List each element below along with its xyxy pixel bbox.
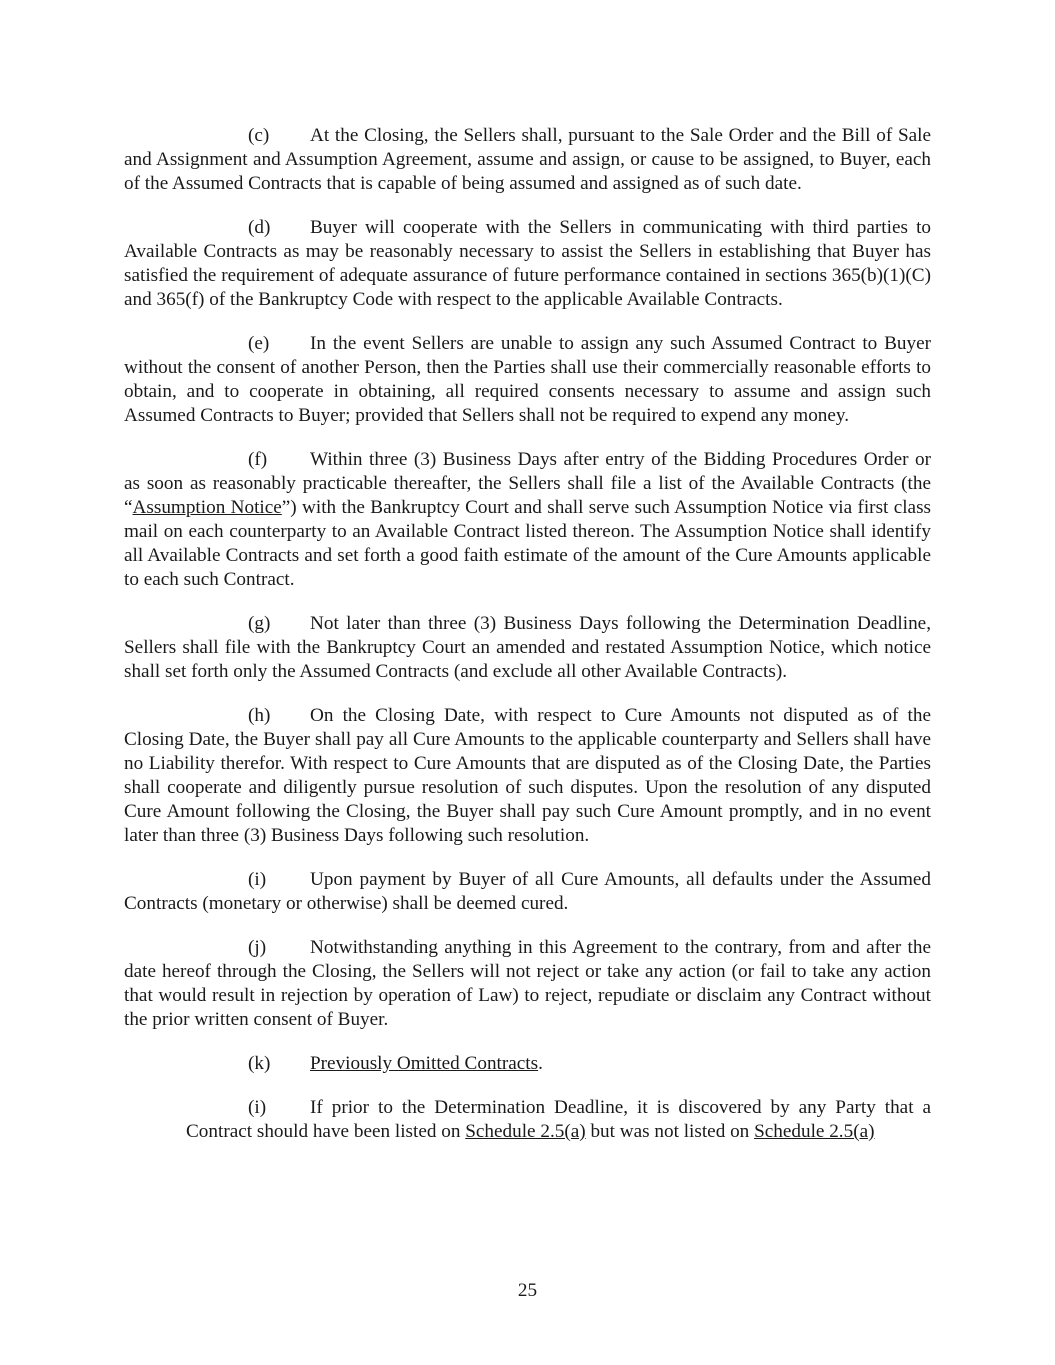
paragraph-d (124, 216, 931, 312)
paragraph-text: In the event Sellers are unable to assign any such Assumed Contract to Buyer without the consent of another Person, then the Parties shall use their commercially reasonable efforts to obtain, and to cooperate in obtaining, all required consents necessary to assume and assign such Assumed Contracts to Buyer; provided that Sellers shall not be required to expend any money. (124, 333, 931, 426)
paragraph-label: (i) (248, 869, 267, 890)
paragraph-text: Upon payment by Buyer of all Cure Amounts, all defaults under the Assumed Contracts (monetary or otherwise) shall be deemed cured. (124, 869, 931, 914)
paragraph-text: At the Closing, the Sellers shall, pursuant to the Sale Order and the Bill of Sale and Assignment and Assumption Agreement, assume and assign, or cause to be assigned, to Buyer, each of the Assumed Contracts that is capable of being assumed and assigned as of such date. (124, 125, 931, 194)
paragraph-label: (i) (248, 1097, 267, 1118)
paragraph-g (124, 612, 931, 684)
paragraph-i (124, 868, 931, 916)
paragraph-text: If prior to the Determination Deadline, it is discovered by any Party that a Contract should have been listed on (186, 1097, 931, 1142)
paragraph-j (124, 936, 931, 1032)
paragraph-label: (e) (248, 333, 270, 354)
paragraph-text: Within three (3) Business Days after entry of the Bidding Procedures Order or as soon as reasonably practicable thereafter, the Sellers shall file a list of the Available Contracts (the “ (124, 449, 931, 518)
defined-term: Assumption Notice (132, 497, 282, 518)
paragraph-label: (k) (248, 1053, 271, 1074)
paragraph-k-i (186, 1096, 931, 1144)
paragraph-label: (f) (248, 449, 268, 470)
heading-suffix: . (538, 1053, 543, 1074)
paragraph-e (124, 332, 931, 428)
paragraph-text: On the Closing Date, with respect to Cure Amounts not disputed as of the Closing Date, the Buyer shall pay all Cure Amounts to the applicable counterparty and Sellers shall have no Liability therefor. With respect to Cure Amounts that are disputed as of the Closing Date, the Parties shall cooperate and diligently pursue resolution of such disputes. Upon the resolution of any disputed Cure Amount following the Closing, the Buyer shall pay such Cure Amount promptly, and in no event later than three (3) Business Days following such resolution. (124, 705, 931, 846)
paragraph-text: Notwithstanding anything in this Agreement to the contrary, from and after the date hereof through the Closing, the Sellers will not reject or take any action (or fail to take any action that would result in rejection by operation of Law) to reject, repudiate or disclaim any Contract without the prior written consent of Buyer. (124, 937, 931, 1030)
paragraph-label: (d) (248, 217, 271, 238)
paragraph-h (124, 704, 931, 848)
paragraph-k (124, 1052, 931, 1076)
schedule-reference: Schedule 2.5(a) (465, 1121, 586, 1142)
paragraph-label: (j) (248, 937, 267, 958)
paragraph-text: Buyer will cooperate with the Sellers in communicating with third parties to Available Contracts as may be reasonably necessary to assist the Sellers in establishing that Buyer has satisfied the requirement of adequate assurance of future performance contained in sections 365(b)(1)(C) and 365(f) of the Bankruptcy Code with respect to the applicable Available Contracts. (124, 217, 931, 310)
paragraph-label: (g) (248, 613, 271, 634)
paragraph-label: (c) (248, 125, 270, 146)
paragraph-c (124, 124, 931, 196)
section-heading: Previously Omitted Contracts (310, 1053, 539, 1074)
document-page (124, 124, 931, 1144)
paragraph-text-continued: ”) with the Bankruptcy Court and shall serve such Assumption Notice via first class mail on each counterparty to an Available Contract listed thereon. The Assumption Notice shall identify all Available Contracts and set forth a good faith estimate of the amount of the Cure Amounts applicable to each such Contract. (124, 497, 932, 590)
paragraph-f (124, 448, 931, 592)
paragraph-label: (h) (248, 705, 271, 726)
paragraph-text: Not later than three (3) Business Days following the Determination Deadline, Sellers shall file with the Bankruptcy Court an amended and restated Assumption Notice, which notice shall set forth only the Assumed Contracts (and exclude all other Available Contracts). (124, 613, 931, 682)
schedule-reference: Schedule 2.5(a) (754, 1121, 875, 1142)
page-number: 25 (517, 1280, 538, 1301)
paragraph-text-continued: but was not listed on (585, 1121, 755, 1142)
